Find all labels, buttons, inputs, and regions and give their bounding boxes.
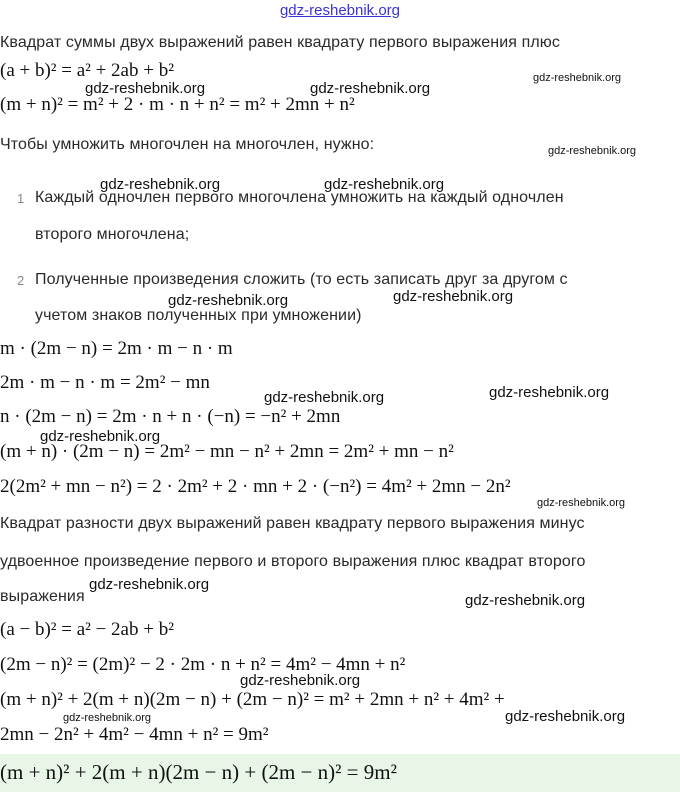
step-number-2: 2 (17, 273, 25, 288)
rule2-line-1: Квадрат разности двух выражений равен квадрату первого выражения минус (0, 515, 585, 532)
calc-line-2: 2m · m − n · m = 2m² − mn (0, 372, 210, 393)
watermark: gdz-reshebnik.org (465, 592, 586, 609)
step-2-line-2: учетом знаков полученных при умножении) (35, 307, 362, 324)
site-link[interactable]: gdz-reshebnik.org (279, 2, 401, 19)
calc-line-3: n · (2m − n) = 2m · n + n · (−n) = −n² + 2mn (0, 406, 341, 427)
watermark: gdz-reshebnik.org (240, 672, 361, 689)
answer-box (0, 754, 680, 792)
watermark: gdz-reshebnik.org (489, 384, 610, 401)
watermark: gdz-reshebnik.org (264, 389, 385, 406)
watermark: gdz-reshebnik.org (548, 145, 637, 157)
step-number-1: 1 (17, 191, 25, 206)
watermark: gdz-reshebnik.org (85, 80, 206, 97)
sum-line-1: (m + n)² + 2(m + n)(2m − n) + (2m − n)² = m² + 2mn + n² + 4m² + (0, 689, 505, 710)
rule1-applied: (m + n)² = m² + 2 · m · n + n² = m² + 2mn + n² (0, 94, 355, 115)
watermark: gdz-reshebnik.org (168, 292, 289, 309)
calc-line-5: 2(2m² + mn − n²) = 2 · 2m² + 2 · mn + 2 · (−n²) = 4m² + 2mn − 2n² (0, 476, 511, 497)
step-2-line-1: Полученные произведения сложить (то есть записать друг за другом с (35, 271, 568, 288)
rule2-formula: (a − b)² = a² − 2ab + b² (0, 619, 174, 640)
answer-formula: (m + n)² + 2(m + n)(2m − n) + (2m − n)² = 9m² (0, 760, 397, 784)
rule2-line-3: выражения (0, 588, 85, 605)
watermark: gdz-reshebnik.org (310, 80, 431, 97)
watermark: gdz-reshebnik.org (537, 497, 626, 509)
watermark: gdz-reshebnik.org (89, 576, 210, 593)
calc-line-1: m · (2m − n) = 2m · m − n · m (0, 338, 233, 359)
watermark: gdz-reshebnik.org (40, 428, 161, 445)
watermark: gdz-reshebnik.org (393, 288, 514, 305)
rule1-intro: Квадрат суммы двух выражений равен квадрату первого выражения плюс (0, 34, 560, 51)
watermark: gdz-reshebnik.org (63, 712, 152, 724)
watermark: gdz-reshebnik.org (100, 176, 221, 193)
rule2-line-2: удвоенное произведение первого и второго выражения плюс квадрат второго (0, 553, 586, 570)
rule2-applied: (2m − n)² = (2m)² − 2 · 2m · n + n² = 4m² − 4mn + n² (0, 654, 406, 675)
watermark: gdz-reshebnik.org (324, 176, 445, 193)
rule1-formula: (a + b)² = a² + 2ab + b² (0, 60, 174, 81)
step-1-line-2: второго многочлена; (35, 226, 190, 243)
watermark: gdz-reshebnik.org (533, 72, 622, 84)
calc-line-4: (m + n) · (2m − n) = 2m² − mn − n² + 2mn = 2m² + mn − n² (0, 441, 454, 462)
watermark: gdz-reshebnik.org (505, 708, 626, 725)
mult-rule-intro: Чтобы умножить многочлен на многочлен, нужно: (0, 136, 375, 153)
sum-line-2: 2mn − 2n² + 4m² − 4mn + n² = 9m² (0, 724, 269, 745)
step-1-line-1: Каждый одночлен первого многочлена умножить на каждый одночлен (35, 189, 564, 206)
